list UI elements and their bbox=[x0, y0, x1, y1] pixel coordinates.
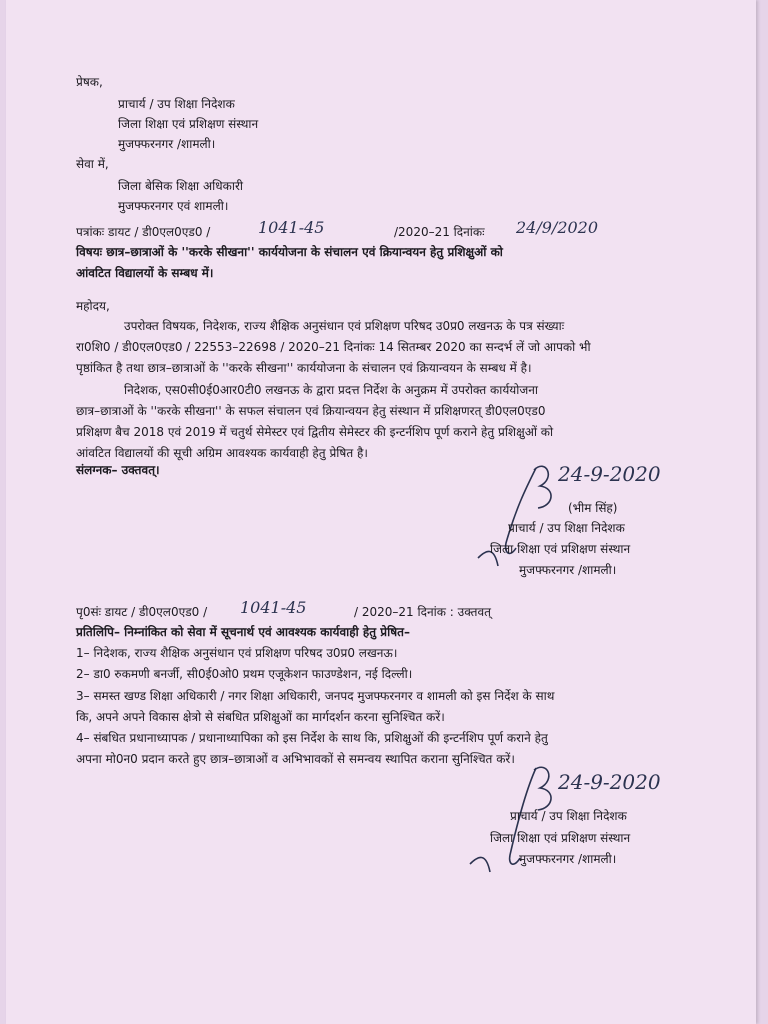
recipient-label: सेवा में, bbox=[76, 157, 109, 171]
signature-2-designation: प्राचार्य / उप शिक्षा निदेशक bbox=[510, 809, 627, 823]
copy-heading: प्रतिलिपि– निम्नांकित को सेवा में सूचनार्थ एवं आवश्यक कार्यवाही हेतु प्रेषित– bbox=[76, 625, 411, 639]
paragraph-1-line-1: उपरोक्त विषयक, निदेशक, राज्य शैक्षिक अनुसंधान एवं प्रशिक्षण परिषद उ0प्र0 लखनऊ के पत्र संख्याः bbox=[124, 319, 565, 333]
sender-institute: जिला शिक्षा एवं प्रशिक्षण संस्थान bbox=[118, 117, 259, 131]
patrank-date: 24/9/2020 bbox=[516, 218, 599, 237]
recipient-designation: जिला बेसिक शिक्षा अधिकारी bbox=[118, 179, 243, 193]
sender-designation: प्राचार्य / उप शिक्षा निदेशक bbox=[118, 97, 235, 111]
signature-1-text: 24-9-2020 bbox=[558, 462, 661, 486]
signature-1-institute: जिला शिक्षा एवं प्रशिक्षण संस्थान bbox=[490, 542, 631, 556]
copy-item-2: 2– डा0 रुकमणी बनर्जी, सी0ई0ओ0 प्रथम एजूकेशन फाउण्डेशन, नई दिल्ली। bbox=[76, 667, 413, 681]
signature-2-text: 24-9-2020 bbox=[558, 770, 661, 794]
signature-1-place: मुजफ्फरनगर /शामली। bbox=[519, 563, 617, 577]
patrank-label: पत्रांकः डायट / डी0एल0एड0 / bbox=[76, 225, 211, 239]
sender-label: प्रेषक, bbox=[76, 75, 103, 89]
signature-2-institute: जिला शिक्षा एवं प्रशिक्षण संस्थान bbox=[490, 831, 631, 845]
paragraph-2-line-1: निदेशक, एस0सी0ई0आर0टी0 लखनऊ के द्वारा प्रदत्त निर्देश के अनुक्रम में उपरोक्त कार्ययोजना bbox=[124, 383, 539, 397]
subject-line-2: आंवटित विद्यालयों के सम्बध में। bbox=[76, 266, 214, 280]
sender-place: मुजफ्फरनगर /शामली। bbox=[118, 137, 216, 151]
copy-item-1: 1– निदेशक, राज्य शैक्षिक अनुसंधान एवं प्रशिक्षण परिषद उ0प्र0 लखनऊ। bbox=[76, 646, 398, 660]
paragraph-1-line-2: रा0शि0 / डी0एल0एड0 / 22553–22698 / 2020–21 दिनांकः 14 सितम्बर 2020 का सन्दर्भ लें जो आपको भी bbox=[76, 340, 591, 354]
copy-item-3-line-2: कि, अपने अपने विकास क्षेत्रो से संबधित प्रशिक्षुओं का मार्गदर्शन करना सुनिश्चित करें। bbox=[76, 710, 445, 724]
copy-ref-number: 1041-45 bbox=[240, 598, 307, 617]
letter-page bbox=[6, 0, 756, 1024]
paragraph-1-line-3: पृष्ठांकित है तथा छात्र–छात्राओं के ''करके सीखना'' कार्ययोजना के संचालन एवं क्रियान्वयन के सम्बध में है। bbox=[76, 361, 532, 375]
paragraph-2-line-4: आंवटित विद्यालयों की सूची अग्रिम आवश्यक कार्यवाही हेतु प्रेषित है। bbox=[76, 446, 368, 460]
signature-1-designation: प्राचार्य / उप शिक्षा निदेशक bbox=[508, 521, 625, 535]
copy-ref-session: / 2020–21 दिनांक : उक्तवत् bbox=[354, 605, 491, 619]
signature-1-name: (भीम सिंह) bbox=[568, 501, 618, 515]
patrank-number: 1041-45 bbox=[258, 218, 325, 237]
copy-ref-label: पृ0संः डायट / डी0एल0एड0 / bbox=[76, 605, 208, 619]
salutation: महोदय, bbox=[76, 299, 110, 313]
paragraph-2-line-2: छात्र–छात्राओं के ''करके सीखना'' के सफल संचालन एवं क्रियान्वयन हेतु संस्थान में प्रशिक्षणरत् डी0एल0एड0 bbox=[76, 404, 546, 418]
signature-2-place: मुजफ्फरनगर /शामली। bbox=[519, 852, 617, 866]
enclosure-label: संलग्नक– उक्तवत्। bbox=[76, 463, 160, 477]
copy-item-4-line-1: 4– संबधित प्रधानाध्यापक / प्रधानाध्यापिका को इस निर्देश के साथ कि, प्रशिक्षुओं की इन्टर्नशिप पूर्ण कराने हेतु bbox=[76, 731, 548, 745]
subject-line-1: विषयः छात्र–छात्राओं के ''करके सीखना'' कार्ययोजना के संचालन एवं क्रियान्वयन हेतु प्रशिक्षुओं को bbox=[76, 245, 503, 259]
paragraph-2-line-3: प्रशिक्षण बैच 2018 एवं 2019 में चतुर्थ सेमेस्टर एवं द्वितीय सेमेस्टर की इन्टर्नशिप पूर्ण कराने हेतु प्रशिक्षुओं को bbox=[76, 425, 554, 439]
copy-item-4-line-2: अपना मो0न0 प्रदान करते हुए छात्र–छात्राओं व अभिभावकों से समन्वय स्थापित कराना सुनिश्चित करें। bbox=[76, 752, 515, 766]
recipient-place: मुजफ्फरनगर एवं शामली। bbox=[118, 199, 229, 213]
patrank-session: /2020–21 दिनांकः bbox=[394, 225, 485, 239]
copy-item-3-line-1: 3– समस्त खण्ड शिक्षा अधिकारी / नगर शिक्षा अधिकारी, जनपद मुजफ्फरनगर व शामली को इस निर्देश के साथ bbox=[76, 689, 555, 703]
